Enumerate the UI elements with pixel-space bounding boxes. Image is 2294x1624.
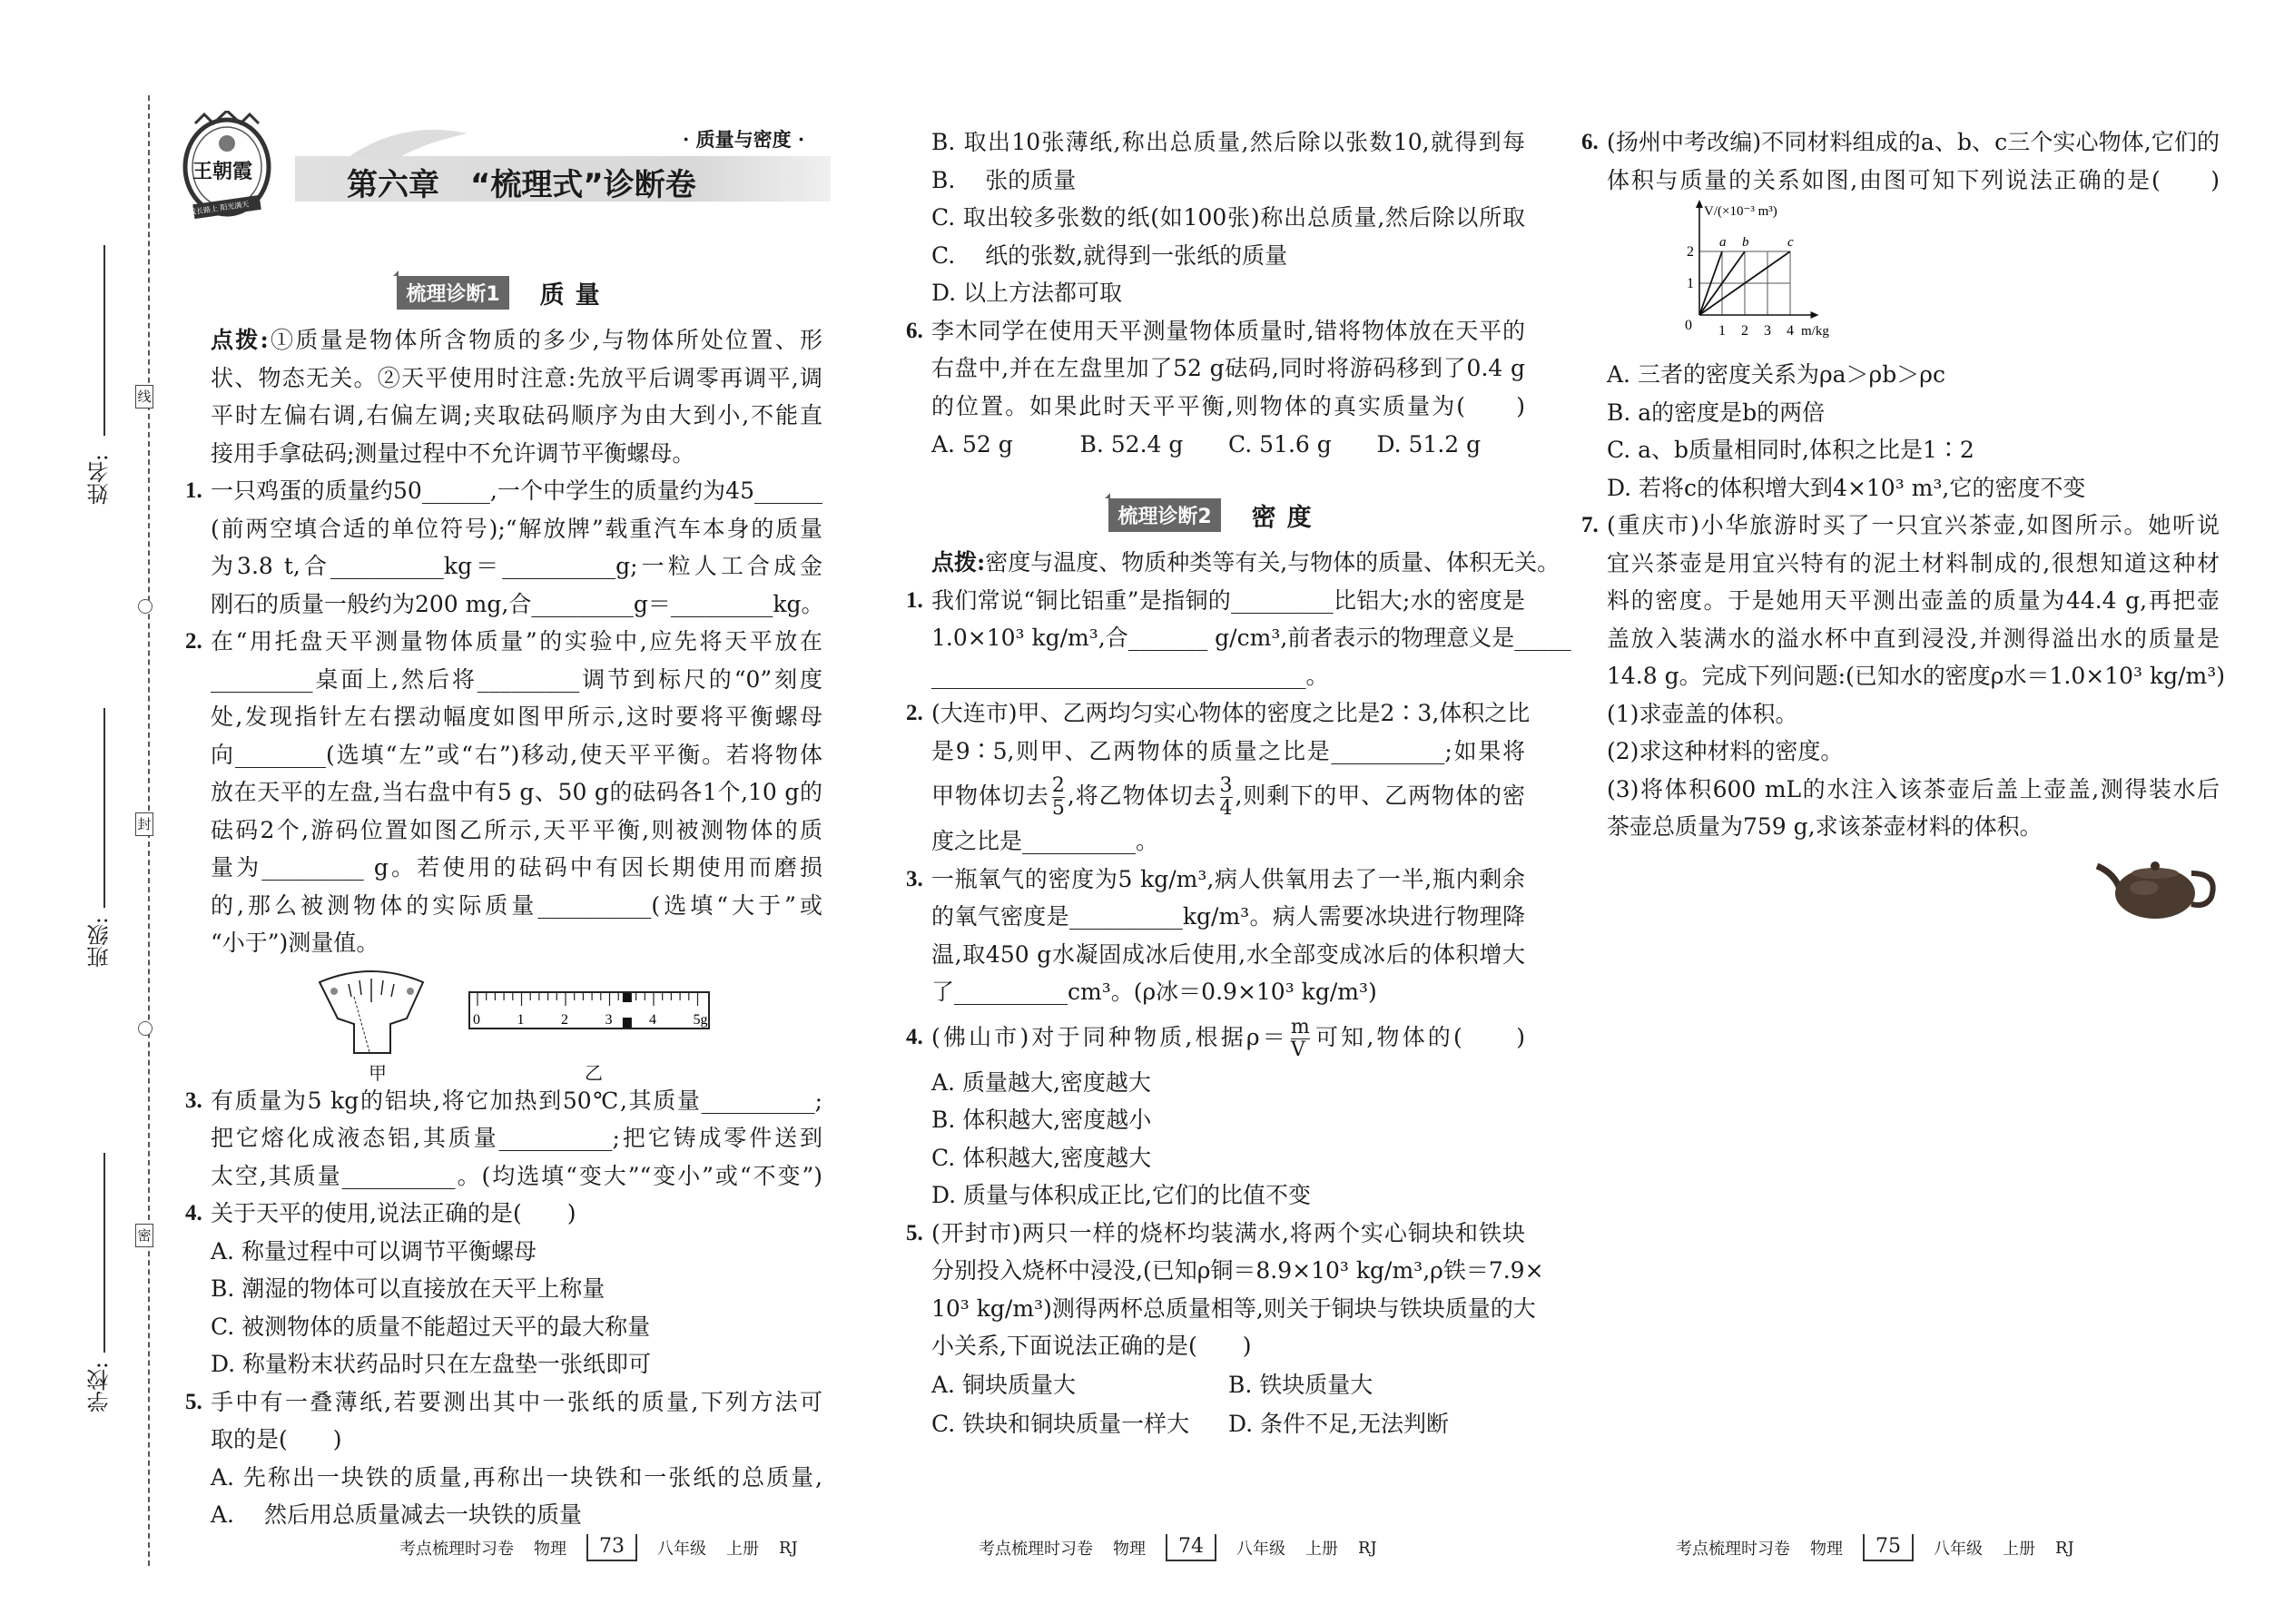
question-number: 6. xyxy=(1581,130,1599,154)
footer-page-75 xyxy=(1676,1534,2074,1561)
series-label-b: b xyxy=(1742,235,1749,250)
y-axis-label: V/(×10⁻³ m³) xyxy=(1704,204,1777,219)
ruler-tick-label: 4 xyxy=(649,1011,656,1028)
line-text: 我们常说“铜比铝重”是指铜的_________比铝大;水的密度是 xyxy=(931,586,1525,614)
subject: 物理 xyxy=(1113,1540,1146,1559)
answer-options-row xyxy=(906,1404,1525,1443)
line-text: 刚石的质量一般约为200 mg,合_________g＝_________kg。 xyxy=(211,590,824,617)
option-continuation-line xyxy=(906,162,1525,200)
text-line xyxy=(906,1101,1525,1139)
text-line xyxy=(185,321,822,359)
question-line xyxy=(185,1082,822,1120)
grade: 八年级 xyxy=(657,1540,706,1559)
text-line xyxy=(1581,620,2220,658)
answer-option: B. 铁块质量大 xyxy=(1228,1371,1373,1398)
line-text: (1)求壶盖的体积。 xyxy=(1607,700,1798,727)
line-text: 关于天平的使用,说法正确的是( ) xyxy=(211,1200,576,1226)
text-segment: (佛山市)对于同种物质,根据ρ＝ xyxy=(931,1023,1288,1050)
y-tick-label: 1 xyxy=(1687,276,1694,291)
line-text: (扬州中考改编)不同材料组成的a、b、c三个实心物体,它们的 xyxy=(1607,129,2220,155)
numerator: 2 xyxy=(1051,774,1065,797)
line-text: 14.8 g。完成下列问题:(已知水的密度ρ水＝1.0×10³ kg/m³) xyxy=(1607,663,2226,689)
left-column xyxy=(185,263,822,1534)
denominator: 5 xyxy=(1051,797,1065,820)
text-line xyxy=(906,349,1525,388)
school-label: 学校: xyxy=(87,1362,113,1413)
text-line xyxy=(906,1290,1536,1328)
teapot-image xyxy=(2090,846,2221,928)
denominator: V xyxy=(1290,1038,1305,1061)
term: 上册 xyxy=(726,1540,759,1559)
line-text: 宜兴茶壶是用宜兴特有的泥土材料制成的,很想知道这种材 xyxy=(1607,549,2220,576)
page-number: 74 xyxy=(1166,1534,1216,1561)
text-line xyxy=(185,812,822,850)
page-number: 73 xyxy=(586,1534,637,1561)
x-tick-label: 3 xyxy=(1764,323,1771,339)
fraction xyxy=(1291,1017,1310,1061)
line-text: 1.0×10³ kg/m³,合_______ g/cm³,前者表示的物理意义是_____ xyxy=(931,625,1571,651)
question-line xyxy=(906,1011,1525,1064)
text-line xyxy=(1581,657,2226,695)
line-text: 是9∶5,则甲、乙两物体的质量之比是__________;如果将 xyxy=(931,737,1525,764)
line-text: (前两空填合适的单位符号);“解放牌”载重汽车本身的质量 xyxy=(211,515,822,542)
line-text: B. a的密度是b的两倍 xyxy=(1607,399,1826,426)
line-text: 的氧气密度是__________kg/m³。病人需要冰块进行物理降 xyxy=(931,903,1525,930)
line-text: 向________(选填“左”或“右”)移动,使天平平衡。若将物体 xyxy=(211,741,822,768)
school-underline xyxy=(103,1153,105,1353)
rider-top xyxy=(623,993,632,1002)
balance-ruler-scale xyxy=(468,991,712,1029)
option-continuation-line xyxy=(185,1496,822,1534)
line-text: C. 取出较多张数的纸(如100张)称出总质量,然后除以所取 xyxy=(931,204,1525,231)
answer-option: A. 52 g xyxy=(931,431,1013,458)
balance-figure xyxy=(185,962,822,1082)
volume-mass-chart xyxy=(1581,199,2220,356)
text-line xyxy=(906,199,1525,237)
chart-svg xyxy=(1672,199,1944,356)
line-text: 右盘中,并在左盘里加了52 g砝码,同时将游码移到了0.4 g xyxy=(931,355,1525,381)
line-text: A. 质量越大,密度越大 xyxy=(931,1068,1151,1096)
edition: RJ xyxy=(1358,1538,1377,1558)
binding-hole-icon xyxy=(138,1021,153,1036)
book-name: 考点梳理时习卷 xyxy=(399,1540,514,1559)
line-text: A. 三者的密度关系为ρa＞ρb＞ρc xyxy=(1607,361,1945,388)
rider-bottom xyxy=(623,1018,632,1028)
section-header xyxy=(185,263,822,321)
text-line xyxy=(185,887,822,925)
subject: 物理 xyxy=(534,1540,566,1559)
teapot-figure xyxy=(1581,846,2220,928)
text-line xyxy=(185,773,822,812)
line-text: _________________________________。 xyxy=(931,662,1329,689)
answer-options-row xyxy=(906,1365,1525,1404)
line-text: 分别投入烧杯中浸没,(已知ρ铜＝8.9×10³ kg/m³,ρ铁＝7.9× xyxy=(931,1257,1544,1284)
x-tick-label: 2 xyxy=(1741,323,1748,339)
line-text: D. 若将c的体积增大到4×10³ m³,它的密度不变 xyxy=(1607,474,2086,501)
text-line xyxy=(185,698,822,736)
name-underline xyxy=(103,245,105,436)
logo-text: 王朝霞 xyxy=(192,160,253,183)
line-text: 量为_________ g。若使用的砝码中有因长期使用而磨损 xyxy=(211,854,822,881)
text-line xyxy=(1581,582,2220,620)
line-text: 一只鸡蛋的质量约50______,一个中学生的质量约为45______ xyxy=(211,477,822,504)
text-segment: ,将乙物体切去 xyxy=(1067,782,1217,809)
line-text: 取的是( ) xyxy=(211,1426,342,1452)
subject: 物理 xyxy=(1810,1540,1843,1559)
line-text: 10³ kg/m³)测得两杯总质量相等,则关于铜块与铁块质量的大 xyxy=(931,1294,1536,1322)
text-line xyxy=(906,619,1571,657)
question-number: 3. xyxy=(906,866,923,891)
question-line xyxy=(906,861,1525,899)
line-text: B. 潮湿的物体可以直接放在天平上称量 xyxy=(211,1275,605,1302)
section-badge: 梳理诊断2 xyxy=(1108,498,1220,532)
line-text: 李木同学在使用天平测量物体质量时,错将物体放在天平的 xyxy=(931,317,1525,344)
line-text: 料的密度。于是她用天平测出壶盖的质量为44.4 g,再把壶 xyxy=(1607,587,2220,614)
line-text: 太空,其质量__________。(均选填“变大”“变小”或“不变”) xyxy=(211,1162,822,1189)
line-text: 盖放入装满水的溢水杯中直到浸没,并测得溢出水的质量是 xyxy=(1607,625,2220,652)
text-segment: 密度与温度、物质种类等有关,与物体的质量、体积无关。 xyxy=(985,549,1561,576)
line-text: C. 体积越大,密度越大 xyxy=(931,1144,1152,1171)
line-text: (重庆市)小华旅游时买了一只宜兴茶壶,如图所示。她听说 xyxy=(1607,512,2220,538)
line-text: 砝码2个,游码位置如图乙所示,天平平衡,则被测物体的质 xyxy=(211,816,822,843)
line-text: 为3.8 t,合__________kg＝__________g;一粒人工合成金 xyxy=(211,553,822,579)
ruler-tick-label: 0 xyxy=(473,1011,480,1028)
answer-options-row xyxy=(906,425,1525,464)
text-line xyxy=(906,274,1525,312)
ruler-tick-label: 1 xyxy=(517,1011,525,1028)
text-line xyxy=(906,388,1525,426)
answer-option: A. 铜块质量大 xyxy=(931,1371,1076,1398)
text-line xyxy=(906,123,1525,162)
line-text: 接用手拿砝码;测量过程中不允许调节平衡螺母。 xyxy=(211,439,695,467)
line-text: (开封市)两只一样的烧杯均装满水,将两个实心铜块和铁块 xyxy=(931,1219,1525,1246)
text-line xyxy=(1581,356,2220,394)
text-line xyxy=(185,397,822,435)
line-text: 手中有一叠薄纸,若要测出其中一张纸的质量,下列方法可 xyxy=(211,1388,822,1415)
text-line xyxy=(185,736,822,774)
line-text: B. 体积越大,密度越小 xyxy=(931,1107,1152,1133)
question-number: 2. xyxy=(906,701,923,725)
text-line xyxy=(185,586,822,624)
question-line xyxy=(185,1195,822,1233)
text-line xyxy=(906,544,1561,582)
text-line xyxy=(185,1308,822,1346)
line-text: 放在天平的左盘,当右盘中有5 g、50 g的砝码各1个,10 g的 xyxy=(211,779,822,805)
page-number: 75 xyxy=(1863,1534,1914,1561)
page-title: 第六章 “梳理式”诊断卷 xyxy=(347,167,696,203)
text-line xyxy=(1581,162,2220,200)
line-text: 状、物态无关。②天平使用时注意:先放平后调零再调平,调 xyxy=(211,364,822,391)
answer-option: C. 51.6 g xyxy=(1228,431,1332,458)
seal-mark-line: 线 xyxy=(135,385,153,408)
answer-option: C. 铁块和铜块质量一样大 xyxy=(931,1410,1190,1437)
question-line xyxy=(1581,507,2220,545)
answer-option: D. 51.2 g xyxy=(1376,431,1482,458)
text-segment: ①质量是物体所含物质的多少,与物体所处位置、形 xyxy=(268,327,822,353)
section-header xyxy=(906,486,1525,544)
fraction xyxy=(1220,775,1233,820)
text-line xyxy=(185,924,822,962)
line-text: _________桌面上,然后将_________调节到标尺的“0”刻度 xyxy=(211,665,822,693)
question-line xyxy=(906,312,1525,350)
question-number: 1. xyxy=(185,478,202,503)
question-line xyxy=(1581,123,2220,162)
text-line xyxy=(906,1139,1525,1177)
line-text: A. 称量过程中可以调节平衡螺母 xyxy=(211,1237,537,1265)
book-name: 考点梳理时习卷 xyxy=(979,1540,1093,1559)
text-line xyxy=(906,1327,1525,1365)
seal-mark-seal: 封 xyxy=(135,812,153,836)
text-line xyxy=(185,547,822,586)
ruler-frame xyxy=(469,992,709,1029)
text-line xyxy=(1581,771,2220,809)
line-text: 的位置。如果此时天平平衡,则物体的真实质量为( ) xyxy=(931,392,1525,419)
text-line xyxy=(185,849,822,887)
line-text: 体积与质量的关系如图,由图可知下列说法正确的是( ) xyxy=(1607,166,2220,193)
section-title: 密度 xyxy=(1251,503,1323,532)
text-line xyxy=(906,898,1525,936)
text-line xyxy=(185,359,822,398)
line-text: 在“用托盘天平测量物体质量”的实验中,应先将天平放在 xyxy=(211,628,822,655)
text-line xyxy=(185,1421,822,1459)
grade: 八年级 xyxy=(1236,1540,1285,1559)
seal-mark-secret: 密 xyxy=(135,1224,153,1247)
edition: RJ xyxy=(779,1538,798,1558)
line-text: D. 以上方法都可取 xyxy=(931,280,1123,306)
text-line xyxy=(906,733,1525,771)
line-text: 了__________cm³。(ρ冰＝0.9×10³ kg/m³) xyxy=(931,979,1377,1005)
line-text: 的,那么被测物体的实际质量__________(选填“大于”或 xyxy=(211,891,822,919)
text-line xyxy=(906,770,1525,822)
binding-hole-icon xyxy=(138,599,153,614)
text-line xyxy=(185,661,822,699)
line-text: C. 被测物体的质量不能超过天平的最大称量 xyxy=(211,1313,651,1340)
grade: 八年级 xyxy=(1934,1540,1983,1559)
text-line xyxy=(906,822,1525,861)
line-text: D. 质量与体积成正比,它们的比值不变 xyxy=(931,1182,1311,1208)
question-number: 4. xyxy=(185,1201,202,1225)
text-segment: ,则剩下的甲、乙两物体的密 xyxy=(1235,782,1525,809)
line-text: C. 纸的张数,就得到一张纸的质量 xyxy=(931,241,1288,269)
line-text: 把它熔化成液态铝,其质量__________;把它铸成零件送到 xyxy=(211,1125,822,1151)
text-line xyxy=(906,1176,1525,1215)
question-number: 3. xyxy=(185,1088,202,1113)
y-tick-label: 2 xyxy=(1687,244,1694,260)
numerator: 3 xyxy=(1219,774,1233,797)
x-tick-label: 1 xyxy=(1718,323,1726,339)
line-text: D. 称量粉末状药品时只在左盘垫一张纸即可 xyxy=(211,1351,652,1377)
text-line xyxy=(906,1252,1544,1290)
x-axis-arrow-icon xyxy=(1811,311,1819,319)
line-text xyxy=(211,321,822,359)
question-line xyxy=(906,582,1525,620)
x-tick-label: 4 xyxy=(1787,323,1794,339)
denominator: 4 xyxy=(1219,797,1233,820)
numerator: m xyxy=(1290,1015,1310,1038)
line-text: (2)求这种材料的密度。 xyxy=(1607,738,1844,764)
line-text: (3)将体积600 mL的水注入该茶壶后盖上壶盖,测得装水后 xyxy=(1607,775,2220,802)
figure-label-b: 乙 xyxy=(585,1061,603,1084)
line-text: B. 张的质量 xyxy=(931,166,1077,193)
line-text xyxy=(931,544,1561,582)
question-line xyxy=(185,472,822,510)
book-name: 考点梳理时习卷 xyxy=(1676,1540,1790,1559)
text-line xyxy=(185,1233,822,1271)
tip-label: 点拨: xyxy=(931,549,986,576)
question-line xyxy=(185,1383,822,1422)
line-text: 度之比是__________。 xyxy=(931,828,1159,854)
question-line xyxy=(906,694,1531,733)
ruler-tick-label: 3 xyxy=(605,1011,613,1028)
origin-label: 0 xyxy=(1685,318,1692,333)
text-segment: 可知,物体的( ) xyxy=(1312,1023,1525,1050)
text-line xyxy=(1581,431,2220,469)
line-text: 小关系,下面说法正确的是( ) xyxy=(931,1333,1252,1359)
x-axis-label: m/kg xyxy=(1801,324,1829,339)
ruler-tick-label: 5g xyxy=(693,1011,708,1028)
section-badge: 梳理诊断1 xyxy=(397,276,508,310)
y-axis-arrow-icon xyxy=(1696,200,1703,208)
line-text: A. 先称出一块铁的质量,再称出一块铁和一张纸的总质量, xyxy=(211,1463,822,1491)
line-text: 处,发现指针左右摆动幅度如图甲所示,这时要将平衡螺母 xyxy=(211,704,822,730)
line-text: 茶壶总质量为759 g,求该茶壶材料的体积。 xyxy=(1607,813,2043,840)
series-label-a: a xyxy=(1719,235,1727,250)
term: 上册 xyxy=(1305,1540,1338,1559)
line-text: 有质量为5 kg的铝块,将它加热到50℃,其质量__________; xyxy=(211,1087,822,1114)
question-number: 5. xyxy=(906,1220,923,1245)
line-text xyxy=(931,770,1525,822)
edition: RJ xyxy=(2055,1538,2074,1558)
text-line xyxy=(1581,695,2220,733)
question-number: 7. xyxy=(1581,513,1599,537)
line-text xyxy=(931,1011,1525,1064)
question-number: 6. xyxy=(906,318,923,343)
question-number: 1. xyxy=(906,587,923,613)
line-text: “小于”)测量值。 xyxy=(211,930,379,956)
fraction xyxy=(1052,775,1065,820)
option-continuation-line xyxy=(906,237,1525,275)
section-title: 质量 xyxy=(539,281,611,310)
text-line xyxy=(1581,394,2220,432)
line-text: B. 取出10张薄纸,称出总质量,然后除以张数10,就得到每 xyxy=(931,129,1525,155)
footer-page-73 xyxy=(399,1534,798,1561)
line-text: 平时左偏右调,右偏左调;夹取砝码顺序为由大到小,不能直 xyxy=(211,402,822,428)
text-segment: 甲物体切去 xyxy=(931,782,1049,809)
answer-option: B. 52.4 g xyxy=(1079,431,1184,458)
name-label: 姓名: xyxy=(87,454,113,506)
text-line xyxy=(1581,808,2220,846)
text-line xyxy=(185,510,822,548)
line-text: (大连市)甲、乙两均匀实心物体的密度之比是2∶3,体积之比 xyxy=(931,700,1531,726)
right-column xyxy=(1581,123,2226,928)
text-line xyxy=(906,973,1525,1011)
text-line xyxy=(1581,545,2220,583)
answer-option: D. 条件不足,无法判断 xyxy=(1228,1410,1449,1437)
text-line xyxy=(906,657,1525,695)
text-line xyxy=(185,1119,822,1157)
line-text: 一瓶氧气的密度为5 kg/m³,病人供氧用去了一半,瓶内剩余 xyxy=(931,865,1525,892)
text-line xyxy=(185,1345,822,1383)
ruler-tick-label: 2 xyxy=(561,1011,568,1028)
line-text: C. a、b质量相同时,体积之比是1∶2 xyxy=(1607,437,1974,463)
text-line xyxy=(906,936,1525,974)
line-text: A. 然后用总质量减去一块铁的质量 xyxy=(211,1501,582,1528)
logo-slogan: 成长路上 阳光满天 xyxy=(188,200,250,217)
line-text: 温,取450 g水凝固成冰后使用,水全部变成冰后的体积增大 xyxy=(931,940,1525,968)
question-number: 5. xyxy=(185,1389,202,1414)
text-line xyxy=(1581,469,2220,507)
text-line xyxy=(1581,733,2220,771)
text-line xyxy=(906,1064,1525,1102)
figure-label-a: 甲 xyxy=(369,1061,387,1084)
text-line xyxy=(185,1157,822,1196)
series-label-c: c xyxy=(1787,235,1794,250)
middle-column xyxy=(906,123,1571,1443)
class-label: 班级: xyxy=(87,917,113,969)
question-number: 2. xyxy=(185,629,202,654)
text-line xyxy=(185,1270,822,1308)
term: 上册 xyxy=(2003,1540,2035,1559)
tip-label: 点拨: xyxy=(211,327,269,353)
question-line xyxy=(906,1215,1525,1253)
chapter-tag: · 质量与密度 · xyxy=(683,128,805,151)
footer-page-74 xyxy=(979,1534,1377,1561)
text-line xyxy=(185,1459,822,1497)
text-line xyxy=(185,435,822,473)
class-underline xyxy=(103,708,105,908)
balance-pointer-dial-icon xyxy=(312,966,439,1057)
question-number: 4. xyxy=(906,1024,923,1049)
question-line xyxy=(185,623,822,661)
